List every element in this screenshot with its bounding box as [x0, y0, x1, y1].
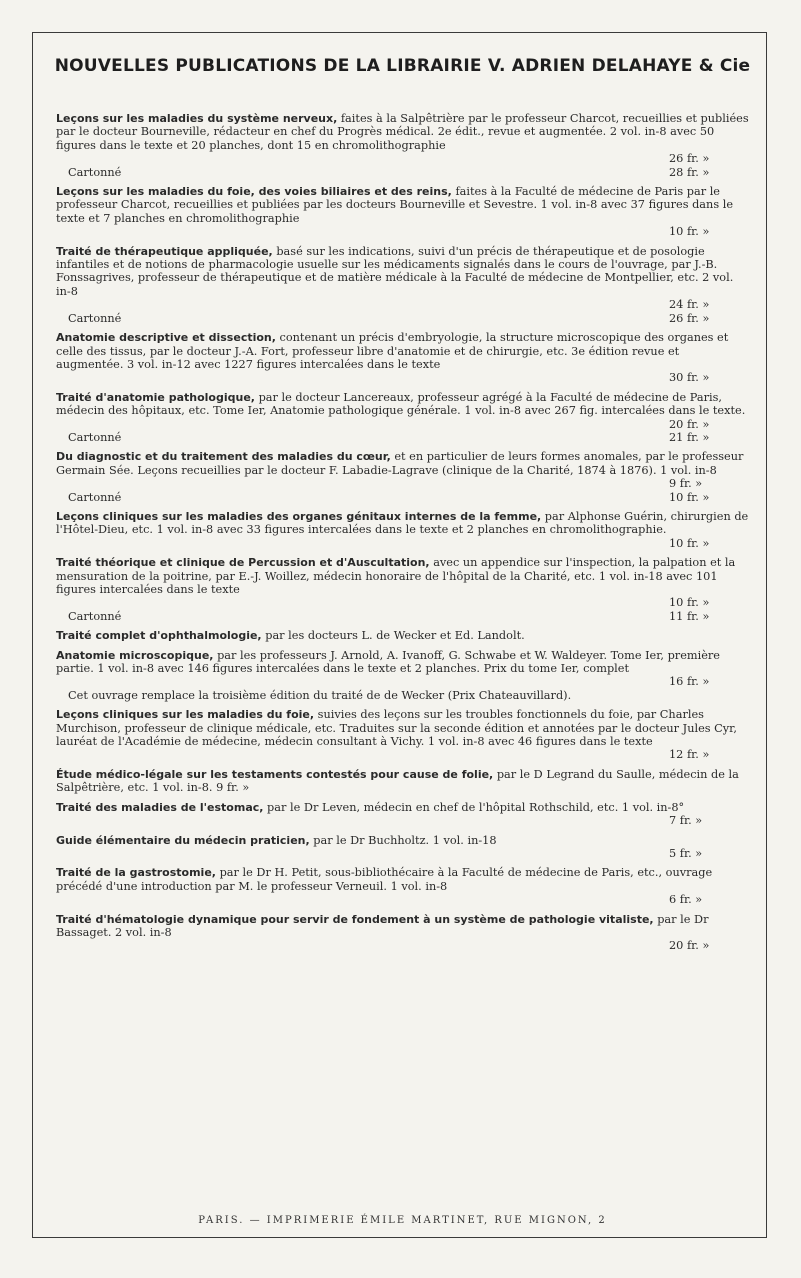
publication-entry: [56, 510, 749, 550]
entry-body: avec un appendice sur l'inspection, la palpation et la mensuration de la poitrine, par E.-J. Woillez, médecin honoraire de l'hôpital de la Charité, etc. 1 vol. in-18 avec 101 figures intercalées dans le texte: [56, 556, 736, 596]
publication-entry: [56, 768, 749, 795]
binding-label: [68, 847, 669, 860]
price-row: [56, 477, 749, 490]
price-value: 21 fr. »: [669, 430, 710, 444]
entry-description: [56, 649, 749, 676]
publication-entry: [56, 649, 749, 703]
binding-label: [68, 596, 669, 609]
entry-body: basé sur les indications, suivi d'un précis de thérapeutique et de posologie infantiles et de notions de pharmacologie usuelle sur les médicaments signalés dans le cours de l'ouvrage, par J.-B. Fonssagrives, professeur de thérapeutique et de matière médicale à la Faculté de médecine de Montpellier, etc. 2 vol. in-8: [56, 244, 734, 298]
price-value: 26 fr. »: [669, 152, 710, 166]
publication-entry: [56, 556, 749, 623]
entry-body: par le D Legrand du Saulle, médecin de la Salpêtrière, etc. 1 vol. in-8. 9 fr. »: [56, 767, 739, 795]
entry-description: [56, 629, 749, 642]
binding-label: Cartonné: [68, 430, 122, 444]
binding-label: [68, 893, 669, 906]
entry-body: par le Dr Bassaget. 2 vol. in-8: [56, 912, 709, 939]
entry-description: [56, 801, 749, 814]
publication-entry: [56, 245, 749, 325]
binding-label: [68, 675, 669, 688]
price-value: 10 fr. »: [669, 225, 710, 239]
binding-label: [68, 152, 669, 165]
price-row: [56, 431, 749, 444]
price-row: [56, 939, 749, 952]
entry-body: par le docteur Lancereaux, professeur agrégé à la Faculté de médecine de Paris, médecin des hôpitaux, etc. Tome Ier, Anatomie pathologique générale. 1 vol. in-8 avec 267 fig. intercalées dans le texte.: [56, 390, 746, 418]
entry-title: Guide élémentaire du médecin praticien,: [56, 833, 310, 847]
entry-title: Traité des maladies de l'estomac,: [56, 800, 264, 814]
price-row: [56, 152, 749, 165]
price-row: [56, 418, 749, 431]
price-row: [56, 298, 749, 311]
binding-label: Cartonné: [68, 311, 122, 325]
publication-entry: [56, 391, 749, 445]
printer-imprint: PARIS. — IMPRIMERIE ÉMILE MARTINET, RUE MIGNON, 2: [198, 1215, 607, 1226]
price-value: 10 fr. »: [669, 596, 710, 610]
publication-list: [56, 112, 749, 959]
entry-body: contenant un précis d'embryologie, la structure microscopique des organes et celle des tissus, par le docteur J.-A. Fort, professeur libre d'anatomie et de chirurgie, etc. 3e édition revue et augmentée. 3 vol. in-12 avec 1227 figures intercalées dans le texte: [56, 331, 729, 371]
entry-body: par Alphonse Guérin, chirurgien de l'Hôtel-Dieu, etc. 1 vol. in-8 avec 33 figures intercalées dans le texte et 2 planches en chromolithographie.: [56, 509, 749, 537]
entry-description: [56, 768, 749, 795]
entry-description: [56, 112, 749, 152]
price-row: [56, 166, 749, 179]
entry-description: [56, 556, 749, 596]
entry-description: [56, 450, 749, 477]
price-value: 20 fr. »: [669, 939, 710, 953]
price-value: 11 fr. »: [669, 609, 710, 623]
entry-title: Traité d'hématologie dynamique pour servir de fondement à un système de pathologie vitaliste,: [56, 912, 654, 926]
entry-body: par les professeurs J. Arnold, A. Ivanoff, G. Schwabe et W. Waldeyer. Tome Ier, première partie. 1 vol. in-8 avec 146 figures intercalées dans le texte et 2 planches. Prix du tome Ier, complet: [56, 648, 720, 676]
entry-description: [56, 510, 749, 537]
price-value: 9 fr. »: [669, 477, 703, 491]
publication-entry: [56, 185, 749, 239]
entry-description: [56, 708, 749, 748]
entry-title: Traité de thérapeutique appliquée,: [56, 244, 273, 258]
price-value: 10 fr. »: [669, 536, 710, 550]
price-row: [56, 596, 749, 609]
binding-label: [68, 477, 669, 490]
price-value: 16 fr. »: [669, 675, 710, 689]
entry-title: Leçons sur les maladies du foie, des voies biliaires et des reins,: [56, 185, 452, 199]
price-value: 12 fr. »: [669, 748, 710, 762]
entry-title: Anatomie microscopique,: [56, 648, 214, 662]
price-value: 28 fr. »: [669, 165, 710, 179]
entry-title: Leçons cliniques sur les maladies des organes génitaux internes de la femme,: [56, 509, 542, 523]
binding-label: [68, 748, 669, 761]
entry-body: et en particulier de leurs formes anomales, par le professeur Germain Sée. Leçons recueillies par le docteur F. Labadie-Lagrave (clinique de la Charité, 1874 à 1876). 1 vol. in-8: [56, 450, 744, 477]
entry-title: Traité complet d'ophthalmologie,: [56, 629, 262, 643]
price-row: [56, 847, 749, 860]
publication-entry: [56, 331, 749, 385]
publication-entry: [56, 801, 749, 828]
binding-label: Cartonné: [68, 609, 122, 623]
price-value: 26 fr. »: [669, 311, 710, 325]
binding-label: Cartonné: [68, 490, 122, 504]
publication-entry: [56, 629, 749, 642]
price-row: [56, 814, 749, 827]
price-value: 5 fr. »: [669, 846, 703, 860]
entry-body: faites à la Salpêtrière par le professeur Charcot, recueillies et publiées par le docteur Bourneville, rédacteur en chef du Progrès médical. 2e édit., revue et augmentée. 2 vol. in-8 avec 50 figures dans le texte et 20 planches, dont 15 en chromolithographie: [56, 112, 749, 152]
publication-entry: [56, 450, 749, 504]
entry-body: par les docteurs L. de Wecker et Ed. Landolt.: [265, 629, 525, 643]
entry-description: [56, 185, 749, 225]
entry-body: par le Dr Leven, médecin en chef de l'hôpital Rothschild, etc. 1 vol. in-8°: [267, 800, 685, 814]
price-row: [56, 610, 749, 623]
price-row: [56, 312, 749, 325]
price-row: [56, 893, 749, 906]
publication-entry: [56, 866, 749, 906]
entry-body: suivies des leçons sur les troubles fonctionnels du foie, par Charles Murchison, professeur de clinique médicale, etc. Traduites sur la seconde édition et annotées par le docteur Jules Cyr, lauréat de l'Académie de médecine, médecin consultant à Vichy. 1 vol. in-8 avec 46 figures dans le texte: [56, 708, 737, 749]
price-row: [56, 225, 749, 238]
price-value: 24 fr. »: [669, 298, 710, 312]
price-row: [56, 675, 749, 688]
entry-description: [56, 245, 749, 299]
binding-label: [68, 814, 669, 827]
entry-description: [56, 913, 749, 940]
price-row: [56, 537, 749, 550]
entry-description: [56, 834, 749, 847]
binding-label: [68, 418, 669, 431]
entry-body: par le Dr H. Petit, sous-bibliothécaire à la Faculté de médecine de Paris, etc., ouvrage précédé d'une introduction par M. le professeur Verneuil. 1 vol. in-8: [56, 866, 713, 893]
binding-label: [68, 939, 669, 952]
page-title: NOUVELLES PUBLICATIONS DE LA LIBRAIRIE V. ADRIEN DELAHAYE & Cie: [54, 56, 751, 76]
publication-entry: [56, 112, 749, 179]
entry-title: Anatomie descriptive et dissection,: [56, 331, 276, 345]
entry-body: faites à la Faculté de médecine de Paris par le professeur Charcot, recueillies et publiées par les docteurs Bourneville et Sevestre. 1 vol. in-8 avec 37 figures dans le texte et 7 planches en chromolithographie: [56, 185, 734, 225]
publication-entry: [56, 708, 749, 762]
binding-label: Cartonné: [68, 165, 122, 179]
publication-entry: [56, 913, 749, 953]
publication-entry: [56, 834, 749, 861]
entry-title: Étude médico-légale sur les testaments contestés pour cause de folie,: [56, 767, 494, 781]
price-row: [56, 371, 749, 384]
entry-title: Traité de la gastrostomie,: [56, 866, 216, 880]
entry-title: Leçons cliniques sur les maladies du foie,: [56, 708, 315, 722]
price-value: 20 fr. »: [669, 417, 710, 431]
price-value: 6 fr. »: [669, 893, 703, 907]
binding-label: [68, 298, 669, 311]
entry-title: Du diagnostic et du traitement des maladies du cœur,: [56, 450, 391, 464]
entry-title: Traité théorique et clinique de Percussion et d'Auscultation,: [56, 556, 430, 570]
entry-title: Leçons sur les maladies du système nerveux,: [56, 112, 338, 125]
entry-title: Traité d'anatomie pathologique,: [56, 390, 255, 404]
binding-label: [68, 537, 669, 550]
price-row: [56, 491, 749, 504]
entry-description: [56, 331, 749, 371]
price-value: 7 fr. »: [669, 814, 703, 828]
entry-body: par le Dr Buchholtz. 1 vol. in-18: [313, 833, 497, 847]
entry-description: [56, 866, 749, 893]
binding-label: [68, 225, 669, 238]
price-value: 30 fr. »: [669, 371, 710, 385]
entry-note: Cet ouvrage remplace la troisième édition du traité de de Wecker (Prix Chateauvillard).: [68, 688, 572, 702]
price-value: 10 fr. »: [669, 490, 710, 504]
entry-description: [56, 391, 749, 418]
price-row: [56, 748, 749, 761]
binding-label: [68, 371, 669, 384]
